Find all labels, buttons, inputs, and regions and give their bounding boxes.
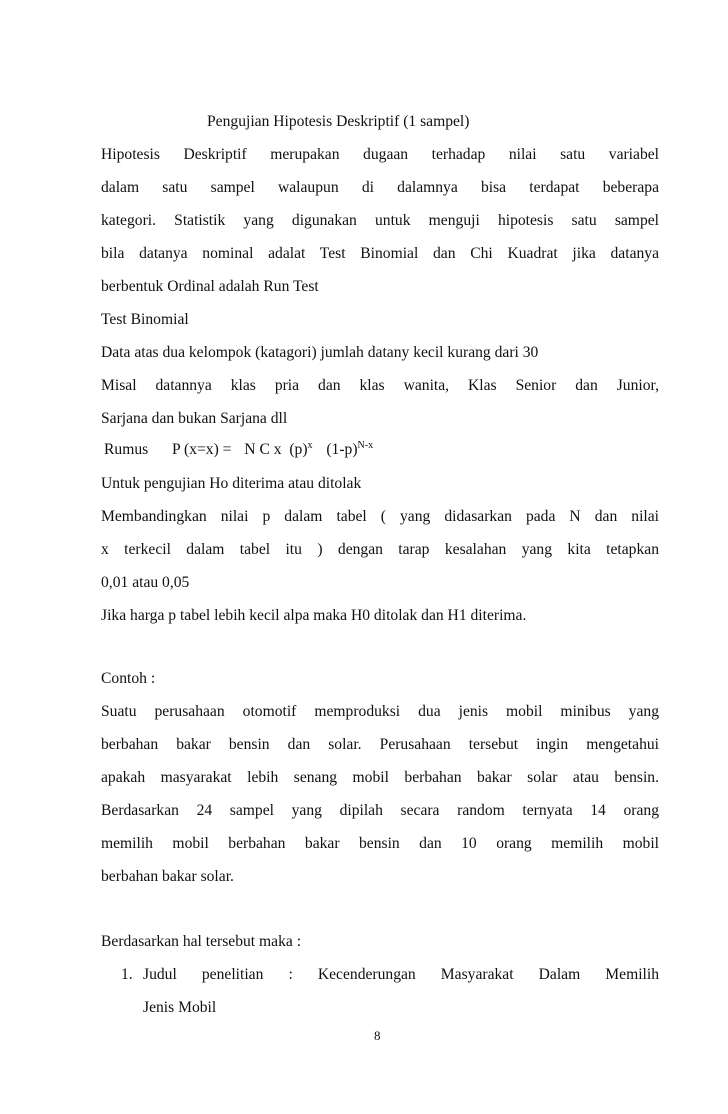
formula-exponent-n-x: N-x	[357, 440, 374, 451]
intro-line: berbentuk Ordinal adalah Run Test	[101, 278, 319, 295]
formula-label: Rumus	[104, 441, 149, 458]
example-line: Sarjana dan bukan Sarjana dll	[101, 410, 288, 427]
formula-lhs: P (x=x) =	[172, 441, 232, 458]
page-number: 8	[374, 1028, 381, 1043]
page-title: Pengujian Hipotesis Deskriptif (1 sampel)	[207, 113, 470, 130]
contoh-heading: Contoh :	[101, 670, 156, 687]
test-line: Untuk pengujian Ho diterima atau ditolak	[101, 475, 362, 492]
contoh-line: berbahan bakar bensin dan solar. Perusahaan tersebut ingin mengetahui	[101, 736, 659, 753]
test-line: 0,01 atau 0,05	[101, 574, 190, 591]
formula-body2: (1-p)	[326, 441, 358, 458]
list-number: 1.	[121, 966, 133, 983]
test-line: Jika harga p tabel lebih kecil alpa maka H0 ditolak dan H1 diterima.	[101, 607, 527, 624]
data-description: Data atas dua kelompok (katagori) jumlah datany kecil kurang dari 30	[101, 344, 539, 361]
contoh-line: apakah masyarakat lebih senang mobil berbahan bakar solar atau bensin.	[101, 769, 659, 786]
list-item-line: Judul penelitian : Kecenderungan Masyarakat Dalam Memilih	[143, 966, 659, 983]
intro-line: Hipotesis Deskriptif merupakan dugaan terhadap nilai satu variabel	[101, 146, 659, 163]
intro-line: dalam satu sampel walaupun di dalamnya bisa terdapat beberapa	[101, 179, 659, 196]
test-line: Membandingkan nilai p dalam tabel ( yang didasarkan pada N dan nilai	[101, 508, 659, 525]
intro-line: bila datanya nominal adalat Test Binomial dan Chi Kuadrat jika datanya	[101, 245, 659, 262]
test-line: x terkecil dalam tabel itu ) dengan tarap kesalahan yang kita tetapkan	[101, 541, 659, 558]
formula-exponent-x: x	[307, 440, 313, 451]
intro-line: kategori. Statistik yang digunakan untuk menguji hipotesis satu sampel	[101, 212, 659, 229]
section-heading-test-binomial: Test Binomial	[101, 311, 189, 328]
binomial-formula	[104, 440, 373, 460]
list-item-line: Jenis Mobil	[143, 999, 217, 1016]
example-line: Misal datannya klas pria dan klas wanita, Klas Senior dan Junior,	[101, 377, 659, 394]
contoh-line: memilih mobil berbahan bakar bensin dan 10 orang memilih mobil	[101, 835, 659, 852]
contoh-line: Suatu perusahaan otomotif memproduksi dua jenis mobil minibus yang	[101, 703, 659, 720]
conclusion-heading: Berdasarkan hal tersebut maka :	[101, 933, 302, 950]
formula-body: N C x (p)	[244, 441, 308, 458]
contoh-line: berbahan bakar solar.	[101, 868, 234, 885]
contoh-line: Berdasarkan 24 sampel yang dipilah secara random ternyata 14 orang	[101, 802, 659, 819]
